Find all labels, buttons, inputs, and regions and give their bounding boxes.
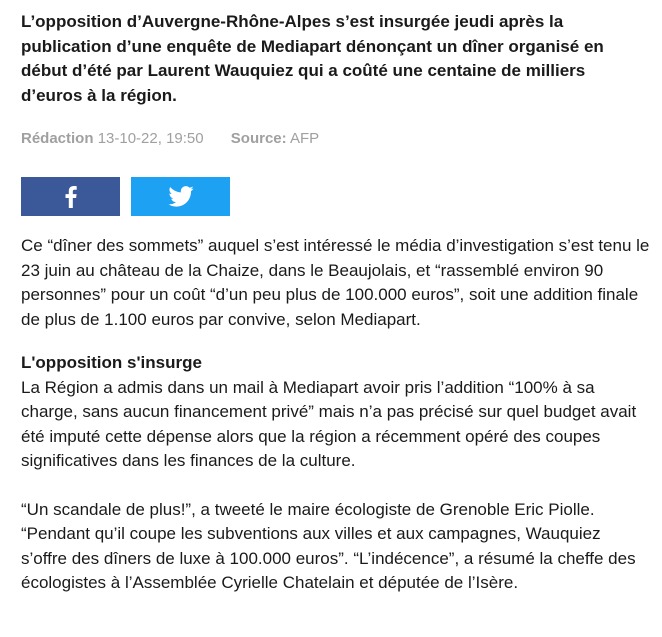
twitter-icon [168, 186, 194, 207]
facebook-icon [65, 186, 77, 208]
article-meta [21, 129, 651, 149]
article-paragraph-3: “Un scandale de plus!”, a tweeté le maire écologiste de Grenoble Eric Piolle. “Pendant qu’il coupe les subventions aux villes et aux campagnes, Wauquiez s’offre des dîners de luxe à 100.000 euros”. “L’indécence”, a résumé la cheffe des écologistes à l’Assemblée Cyrielle Chatelain et députée de l’Isère. [21, 499, 636, 592]
article [21, 0, 651, 596]
source-value: AFP [289, 130, 320, 147]
author-label: Rédaction [21, 130, 94, 147]
share-bar [21, 177, 651, 216]
publish-date: 13-10-22, 19:50 [97, 130, 204, 147]
share-twitter-button[interactable] [131, 177, 230, 216]
article-paragraph-1: Ce “dîner des sommets” auquel s’est intéressé le média d’investigation s’est tenu le 23 juin au château de la Chaize, dans le Beaujolais, et “rassemblé environ 90 personnes” pour un coût “d’un peu plus de 100.000 euros”, soit une addition finale de plus de 1.100 euros par convive, selon Mediapart. [21, 236, 650, 329]
article-paragraph-2: La Région a admis dans un mail à Mediapart avoir pris l’addition “100% à sa charge, sans aucun financement privé” mais n’a pas précisé sur quel budget avait été imputé cette dépense alors que la région a récemment opéré des coupes significatives dans les finances de la culture. [21, 377, 637, 470]
source-group [231, 130, 319, 147]
article-lead: L’opposition d’Auvergne-Rhône-Alpes s’est insurgée jeudi après la publication d’une enquête de Mediapart dénonçant un dîner organisé en début d’été par Laurent Wauquiez qui a coûté une centaine de milliers d’euros à la région. [21, 12, 604, 105]
share-facebook-button[interactable] [21, 177, 120, 216]
article-subheading: L'opposition s'insurge [21, 353, 202, 372]
source-label: Source: [230, 130, 287, 147]
